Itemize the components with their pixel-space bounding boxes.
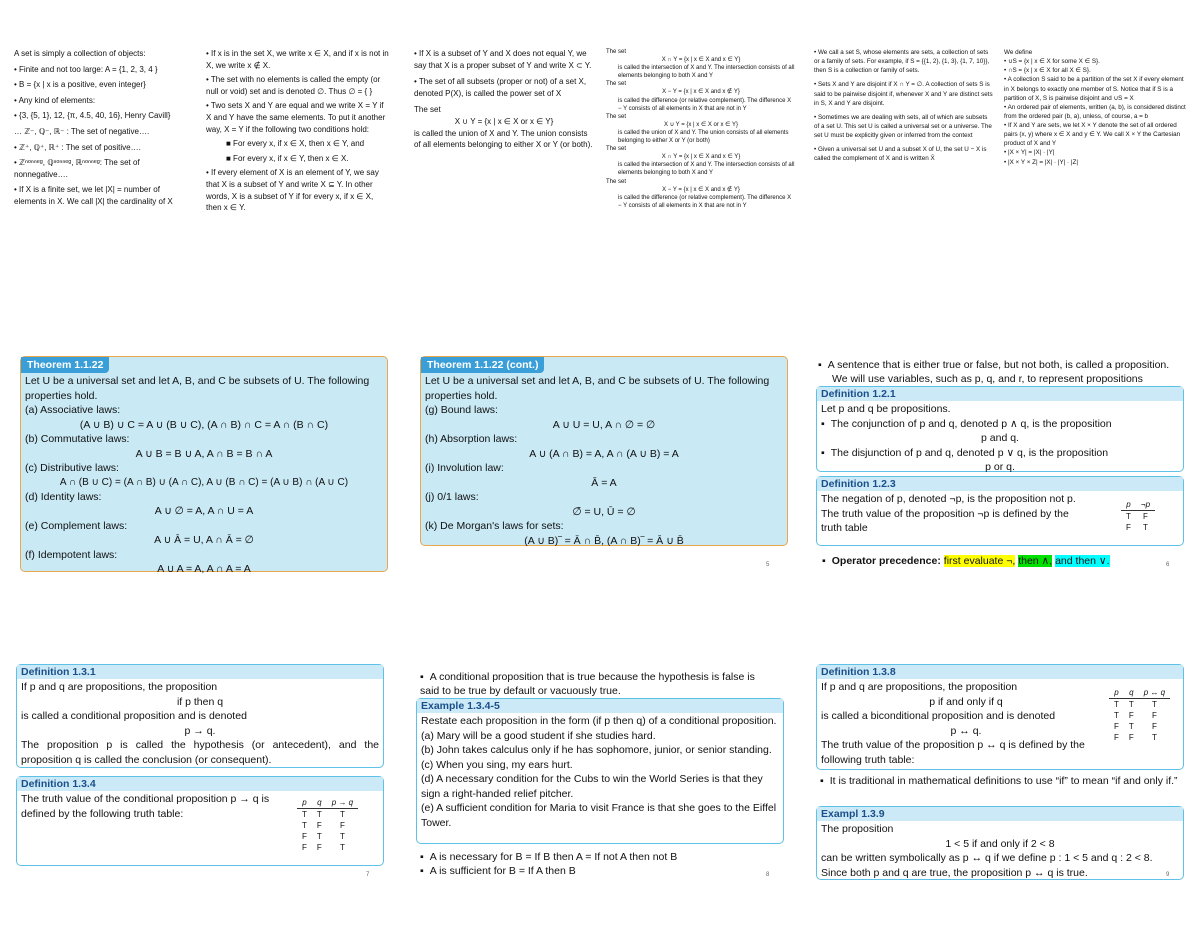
definition-formula: if p then q: [176, 695, 224, 708]
example-line: can be written symbolically as p ↔ q if we define p : 1 < 5 and q : 2 < 8.: [821, 852, 1153, 865]
note-line: is called the difference (or relative complement). The difference X − Y consists of all elements in X that are not in Y: [618, 97, 792, 112]
note-line: ■ For every x, if x ∈ Y, then x ∈ X.: [226, 153, 349, 163]
definition-line: is called a biconditional proposition and is denoted: [821, 710, 1056, 723]
theorem-formula: A ∪ U = U, A ∩ ∅ = ∅: [552, 418, 656, 431]
note-line: X − Y = {x | x ∈ X and x ∉ Y}: [662, 186, 740, 193]
table-header: q: [1124, 687, 1139, 699]
note-line: X ∩ Y = {x | x ∈ X and x ∈ Y}: [661, 154, 741, 161]
theorem-line: (a) Associative laws:: [25, 404, 121, 417]
table-cell: F: [1114, 733, 1119, 743]
definition-box: [816, 386, 1184, 472]
example-box: [416, 698, 784, 844]
theorem-line: (c) Distributive laws:: [25, 462, 119, 475]
note-line: • {3, {5, 1}, 12, {π, 4.5, 40, 16}, Henry Cavill}: [14, 111, 171, 121]
theorem-formula: A ∪ Ā = U, A ∩ Ā = ∅: [154, 534, 254, 547]
theorem-box: [20, 356, 388, 576]
page-number: 9: [1166, 872, 1170, 878]
definition-box: [816, 664, 1184, 770]
table-row: [1109, 721, 1170, 732]
theorem-line: Let U be a universal set and let A, B, and C be subsets of U. The following properties hold.: [25, 375, 370, 402]
note-line: • An ordered pair of elements, written (a, b), is considered distinct from the ordered pair (b, a), unless, of course, a = b: [1004, 103, 1186, 120]
note-line: is called the intersection of X and Y. The intersection consists of all elements belonging to both X and Y: [618, 162, 795, 177]
example-line: (b) John takes calculus only if he has sophomore, junior, or senior standing.: [421, 744, 772, 757]
theorem-formula: A ∪ ∅ = A, A ∩ U = A: [154, 505, 254, 518]
table-header: p: [1121, 499, 1136, 511]
table-cell: F: [1128, 733, 1134, 743]
note-line: X ∪ Y = {x | x ∈ X or x ∈ Y}: [454, 116, 554, 126]
example-line: The proposition: [821, 823, 894, 836]
definition-formula: p if and only if q: [929, 695, 1003, 708]
table-cell: T: [340, 810, 345, 820]
theorem-line: (b) Commutative laws:: [25, 433, 130, 446]
theorem-formula: A ∩ (B ∪ C) = (A ∩ B) ∪ (A ∩ C), A ∪ (B ∩ C) = (A ∪ B) ∩ (A ∪ C): [59, 476, 349, 488]
precedence-label: Operator precedence:: [831, 555, 941, 567]
table-cell: F: [316, 843, 322, 853]
theorem-line: (k) De Morgan's laws for sets:: [425, 520, 564, 533]
table-cell: F: [1114, 722, 1119, 732]
note-line: is called the union of X and Y. The union consists of all elements belonging to either X or Y (or both): [618, 129, 789, 145]
bullet-text: ▪ A conditional proposition that is true because the hypothesis is false is said to be true by default or vacuously true.: [420, 670, 766, 699]
operator-precedence: [822, 554, 1182, 568]
theorem-line: Let U be a universal set and let A, B, and C be subsets of U. The following properties hold.: [425, 375, 770, 402]
note-line: X − Y = {x | x ∈ X and x ∉ Y}: [662, 89, 740, 96]
notes-column-1: [14, 48, 182, 208]
note-line: • |X × Y| = |X| · |Y|: [1004, 149, 1055, 157]
note-line: • Sometimes we are dealing with sets, all of which are subsets of a set U. This set U is called a universal set or a universe. The set U must be explicitly given or inferred from the context: [814, 113, 992, 139]
definition-line: The negation of p, denoted ¬p, is the proposition not p.: [821, 493, 1076, 506]
table-cell: T: [1152, 733, 1157, 743]
note-line: X ∪ Y = {x | x ∈ X or x ∈ Y}: [664, 121, 738, 128]
definition-line: If p and q are propositions, the proposition: [21, 681, 218, 694]
table-cell: T: [316, 832, 322, 842]
definition-box: [16, 664, 384, 768]
note-line: is called the union of X and Y. The union consists of all elements belonging to either X or Y (or both).: [414, 128, 593, 150]
note-line: • The set of all subsets (proper or not) of a set X, denoted P(X), is called the power set of X: [414, 77, 587, 98]
example-line: (e) A sufficient condition for Maria to visit France is that she goes to the Eiffel Tower.: [421, 802, 777, 829]
note-line: The set: [606, 49, 627, 55]
bullet-text: ▪ It is traditional in mathematical definitions to use “if” to mean “if and only if.”: [820, 774, 1180, 788]
table-cell: F: [1126, 523, 1131, 533]
table-cell: T: [1128, 700, 1134, 710]
definition-formula: p and q.: [981, 432, 1019, 445]
definition-line: The truth value of the conditional proposition p → q is defined by the following truth table:: [21, 793, 270, 820]
example-title: Example 1.3.4-5: [417, 699, 783, 713]
table-cell: F: [302, 832, 307, 842]
bullet-text: ▪ A is sufficient for B = If A then B: [420, 864, 780, 878]
definition-title: Definition 1.2.3: [817, 477, 1183, 491]
highlight-and: then ∧,: [1018, 555, 1053, 567]
theorem-title: Theorem 1.1.22 (cont.): [421, 357, 544, 373]
definition-line: ▪ The conjunction of p and q, denoted p ∧ q, is the proposition: [821, 417, 1179, 431]
table-cell: T: [1114, 700, 1119, 710]
theorem-line: (j) 0/1 laws:: [425, 491, 479, 504]
table-row: [1121, 511, 1155, 523]
negation-truth-table: [1121, 499, 1155, 533]
definition-line: The proposition p is called the hypothesis (or antecedent), and the proposition q is called the conclusion (or consequent).: [21, 739, 379, 766]
theorem-line: (h) Absorption laws:: [425, 433, 518, 446]
note-line: • Finite and not too large: A = {1, 2, 3, 4 }: [14, 64, 158, 74]
note-line: • If X is a subset of Y and X does not equal Y, we say that X is a proper subset of Y and write X ⊂ Y.: [414, 49, 592, 70]
note-line: • The set with no elements is called the empty (or null or void) set and is denoted ∅. Thus ∅ = { }: [206, 75, 381, 96]
table-header: p ↔ q: [1139, 687, 1170, 699]
note-line: … ℤ⁻, ℚ⁻, ℝ⁻ : The set of negative….: [14, 126, 150, 136]
table-cell: F: [1152, 722, 1157, 732]
example-line: (a) Mary will be a good student if she studies hard.: [421, 729, 656, 742]
table-header: ¬p: [1136, 499, 1155, 511]
table-cell: F: [1128, 711, 1134, 721]
bullet-text: We will use variables, such as p, q, and r, to represent propositions: [832, 373, 1143, 386]
note-line: • If X and Y are sets, we let X × Y denote the set of all ordered pairs (x, y) where x ∈ X and y ∈ Y. We call X × Y the Cartesian product of X and Y: [1004, 122, 1181, 148]
theorem-line: (i) Involution law:: [425, 462, 504, 475]
note-line: The set: [606, 113, 627, 120]
notes-column-2: [206, 48, 390, 214]
highlight-not: first evaluate ¬,: [943, 555, 1016, 567]
definition-title: Definition 1.3.4: [17, 777, 383, 791]
notes-column-5: [814, 48, 994, 163]
definition-line: If p and q are propositions, the proposition: [821, 681, 1018, 694]
theorem-formula: A ∪ A = A, A ∩ A = A: [157, 563, 251, 576]
example-box: [816, 806, 1184, 880]
note-line: is called the difference (or relative complement). The difference X − Y consists of all elements in X that are not in Y: [618, 194, 792, 209]
note-line: is called the intersection of X and Y. The intersection consists of all elements belonging to both X and Y: [618, 65, 795, 80]
definition-formula: p or q.: [985, 461, 1015, 474]
table-cell: F: [340, 821, 345, 831]
definition-title: Definition 1.2.1: [817, 387, 1183, 401]
definition-formula: p → q.: [184, 724, 216, 737]
note-line: The set: [606, 146, 627, 153]
iff-tradition-note: [820, 774, 1180, 788]
page-number: 6: [1166, 562, 1170, 568]
table-header: p → q: [327, 797, 358, 809]
biconditional-truth-table: [1109, 687, 1170, 743]
theorem-line: (d) Identity laws:: [25, 490, 102, 503]
theorem-formula: Ā̄ = A: [591, 476, 617, 489]
note-line: ■ For every x, if x ∈ X, then x ∈ Y, and: [226, 139, 365, 149]
note-line: The set: [606, 81, 627, 88]
table-cell: T: [1128, 722, 1134, 732]
page-number: 7: [366, 872, 370, 878]
bullet-text: ▪ A sentence that is either true or false, but not both, is called a proposition.: [818, 358, 1188, 372]
note-line: X ∩ Y = {x | x ∈ X and x ∈ Y}: [661, 57, 741, 64]
note-line: • ℤⁿᵒⁿⁿᵉᵍ, ℚⁿᵒⁿⁿᵉᵍ, ℝⁿᵒⁿⁿᵉᵍ: The set of nonnegative….: [14, 158, 140, 179]
theorem-formula: ∅̄ = U, Ū = ∅: [572, 505, 636, 518]
definition-line: ▪ The disjunction of p and q, denoted p ∨ q, is the proposition: [821, 446, 1179, 460]
example-line: Since both p and q are true, the proposition p ↔ q is true.: [821, 866, 1088, 879]
note-line: We define: [1004, 49, 1033, 56]
table-row: [1121, 522, 1155, 533]
table-cell: T: [302, 821, 307, 831]
note-line: • Sets X and Y are disjoint if X ∩ Y = ∅. A collection of sets S is said to be pairwise disjoint if, whenever X and Y are distinct sets in S, X and Y are disjoint.: [814, 81, 993, 107]
note-line: • If every element of X is an element of Y, we say that X is a subset of Y and write X ⊆ Y. In other words, X is a subset of Y if for every x, if x ∈ X, then x ∈ Y.: [206, 168, 379, 213]
notes-column-6: [1004, 48, 1190, 167]
table-cell: F: [316, 821, 322, 831]
note-line: • Given a universal set U and a subset X of U, the set U − X is called the complement of X and is written X̄: [814, 146, 987, 163]
table-cell: T: [1114, 711, 1119, 721]
note-line: • ∩S = {x | x ∈ X for all X ∈ S}.: [1004, 67, 1091, 75]
theorem-formula: (A ∪ B) ∪ C = A ∪ (B ∪ C), (A ∩ B) ∩ C = A ∩ (B ∩ C): [79, 418, 329, 431]
bullet-text: ▪ A is necessary for B = If B then A = If not A then not B: [420, 850, 780, 864]
note-line: • We call a set S, whose elements are sets, a collection of sets or a family of sets. For example, if S = {{1, 2}, {1, 3}, {1, 7, 10}}, then S is a collection or family of sets.: [814, 49, 990, 75]
example-line: (c) When you sing, my ears hurt.: [421, 758, 573, 771]
table-cell: F: [302, 843, 307, 853]
note-line: • ℤ⁺, ℚ⁺, ℝ⁺ : The set of positive….: [14, 142, 141, 152]
note-line: • |X × Y × Z| = |X| · |Y| · |Z|: [1004, 158, 1079, 166]
table-row: [1109, 699, 1170, 711]
example-formula: 1 < 5 if and only if 2 < 8: [945, 837, 1055, 850]
definition-line: Let p and q be propositions.: [821, 403, 951, 416]
page-number: 5: [766, 562, 770, 568]
table-row: [297, 831, 358, 842]
proposition-intro: [818, 358, 1188, 387]
definition-title: Definition 1.3.1: [17, 665, 383, 679]
page-number: 8: [766, 872, 770, 878]
table-cell: T: [302, 810, 307, 820]
example-line: (d) A necessary condition for the Cubs to win the World Series is that they sign a right-handed relief pitcher.: [421, 773, 763, 800]
theorem-formula: A ∪ (A ∩ B) = A, A ∩ (A ∪ B) = A: [529, 447, 679, 460]
table-cell: F: [1152, 711, 1157, 721]
definition-box: [16, 776, 384, 866]
definition-formula: p ↔ q.: [950, 724, 982, 737]
table-header: p: [1109, 687, 1124, 699]
theorem-cont-box: [420, 356, 788, 546]
table-cell: T: [1143, 523, 1148, 533]
definition-line: The truth value of the proposition p ↔ q is defined by the following truth table:: [821, 739, 1085, 766]
theorem-formula: (A ∪ B)‾ = Ā ∩ B̄, (A ∩ B)‾ = Ā ∪ B̄: [524, 534, 684, 547]
table-cell: T: [1152, 700, 1157, 710]
table-row: [297, 842, 358, 853]
definition-line: The truth value of the proposition ¬p is defined by the truth table: [821, 507, 1069, 535]
definition-title: Definition 1.3.8: [817, 665, 1183, 679]
theorem-title: Theorem 1.1.22: [21, 357, 109, 373]
table-cell: T: [1126, 512, 1131, 522]
theorem-formula: A ∪ B = B ∪ A, A ∩ B = B ∩ A: [135, 447, 273, 460]
note-line: • Any kind of elements:: [14, 95, 96, 105]
vacuous-truth-note: [420, 670, 766, 699]
table-row: [297, 820, 358, 831]
table-header: p: [297, 797, 312, 809]
example-title: Exampl 1.3.9: [817, 807, 1183, 821]
table-cell: F: [1143, 512, 1148, 522]
theorem-line: (f) Idempotent laws:: [25, 548, 118, 561]
note-line: • Two sets X and Y are equal and we write X = Y if X and Y have the same elements. To put it another way, X = Y if the following two conditions hold:: [206, 101, 386, 134]
theorem-line: (g) Bound laws:: [425, 404, 498, 417]
notes-column-4: [606, 48, 796, 210]
note-line: A set is simply a collection of objects:: [14, 49, 146, 58]
note-line: The set: [606, 178, 627, 185]
table-cell: T: [316, 810, 322, 820]
note-line: • ∪S = {x | x ∈ X for some X ∈ S}.: [1004, 58, 1100, 66]
note-line: • If X is a finite set, we let |X| = number of elements in X. We call |X| the cardinality of X: [14, 185, 173, 206]
definition-line: is called a conditional proposition and is denoted: [21, 710, 247, 723]
example-line: Restate each proposition in the form (if p then q) of a conditional proposition.: [421, 715, 777, 728]
conditional-truth-table: [297, 797, 358, 853]
table-cell: T: [340, 832, 345, 842]
note-line: • If x is in the set X, we write x ∈ X, and if x is not in X, we write x ∉ X.: [206, 49, 389, 70]
table-row: [1109, 732, 1170, 743]
notes-column-3: [414, 48, 594, 151]
note-line: • A collection S said to be a partition of the set X if every element in X belongs to exactly one member of S. Notice that if S is a partition of X, S is pairwise disjoint and ∪S = X: [1004, 76, 1184, 102]
definition-box: [816, 476, 1184, 546]
note-line: The set: [414, 105, 441, 115]
theorem-line: (e) Complement laws:: [25, 519, 128, 532]
necessary-sufficient-notes: [420, 850, 780, 879]
table-row: [297, 809, 358, 821]
highlight-or: and then ∨.: [1055, 555, 1110, 567]
note-line: • B = {x | x is a positive, even integer}: [14, 80, 146, 90]
table-header: q: [312, 797, 327, 809]
table-cell: T: [340, 843, 345, 853]
table-row: [1109, 710, 1170, 721]
